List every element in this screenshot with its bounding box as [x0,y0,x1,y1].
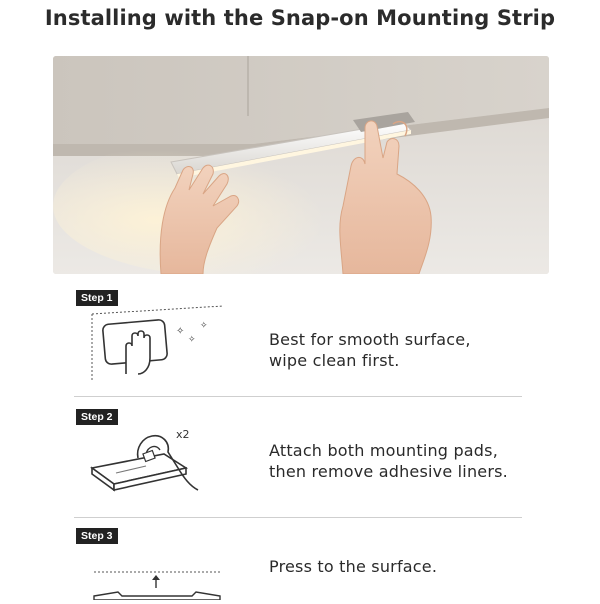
svg-text:✧: ✧ [176,326,185,337]
step-1-line-1: Best for smooth surface, [269,330,471,349]
step-1-badge: Step 1 [76,290,118,306]
press-surface-icon [88,560,228,604]
step-2-text [269,440,508,482]
step-1-text [269,329,471,371]
attach-pads-icon [86,428,216,498]
step-2-line-1: Attach both mounting pads, [269,441,498,460]
step-2-line-2: then remove adhesive liners. [269,462,508,481]
step-1-line-2: wipe clean first. [269,351,400,370]
step-2-badge: Step 2 [76,409,118,425]
step-3-badge: Step 3 [76,528,118,544]
wipe-surface-icon [78,302,228,386]
svg-text:✧: ✧ [188,335,196,345]
step-3-text [269,556,437,577]
divider-1 [74,396,522,397]
svg-text:✧: ✧ [200,321,208,331]
installation-photo [53,56,549,274]
multiplier-label: x2 [176,428,190,441]
divider-2 [74,517,522,518]
step-3-line-1: Press to the surface. [269,557,438,576]
page-title: Installing with the Snap-on Mounting Strip [44,6,556,30]
